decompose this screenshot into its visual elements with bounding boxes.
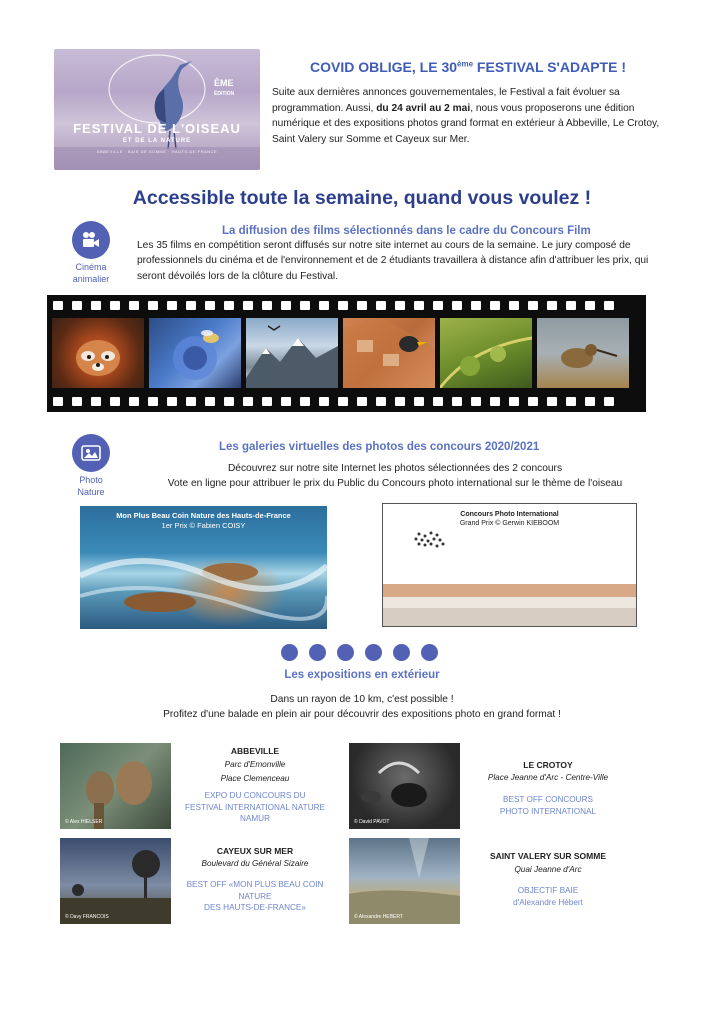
poster-edition: ÈME ÉDITION	[214, 78, 235, 97]
saint-valery-title: SAINT VALERY SUR SOMME	[489, 851, 607, 861]
crotoy-event: BEST OFF CONCOURS PHOTO INTERNATIONAL	[499, 795, 597, 816]
cayeux-photo	[60, 838, 171, 924]
photo-label: Photo Nature	[77, 475, 105, 497]
photo-text-line2: Vote en ligne pour attribuer le prix du Public du Concours photo international sur le thème de l'oiseau	[167, 478, 623, 489]
crotoy-address: Place Jeanne d'Arc - Centre-Ville	[487, 773, 609, 782]
abbeville-title: ABBEVILLE	[230, 746, 280, 756]
poster-subtitle: ET DE LA NATURE	[122, 138, 192, 144]
film-frame-green-branch	[440, 318, 532, 388]
gallery1-prize: 1er Prix © Fabien COISY	[161, 521, 246, 530]
cinema-icon	[72, 221, 110, 259]
dots-separator	[281, 644, 438, 661]
gallery2-prize: Grand Prix © Gerwin KIEBOOM	[459, 520, 560, 527]
cayeux-event: BEST OFF «MON PLUS BEAU COIN NATURE DES HAUTS-DE-FRANCE»	[186, 880, 324, 912]
crotoy-credit: © David PAVOT	[354, 819, 390, 825]
cayeux-credit: © Davy FRANCOIS	[65, 914, 109, 920]
crotoy-title: LE CROTOY	[523, 760, 573, 770]
film-frame-snipe	[537, 318, 629, 388]
gallery2-title: Concours Photo International	[460, 511, 559, 518]
cayeux-address: Boulevard du Général Sizaire	[201, 859, 309, 868]
film-holes-top	[53, 301, 614, 310]
cinema-label: Cinéma animalier	[72, 262, 110, 284]
film-frame-mountains	[246, 318, 338, 388]
abbeville-event: EXPO DU CONCOURS DU FESTIVAL INTERNATIONAL NATURE NAMUR	[185, 791, 325, 823]
saint-valery-address: Quai Jeanne d'Arc	[514, 865, 582, 874]
photo-heading: Les galeries virtuelles des photos des concours 2020/2021	[219, 441, 540, 453]
saint-valery-credit: © Alexandre HEBERT	[354, 914, 403, 920]
gallery-photo-coin-nature	[80, 506, 327, 629]
film-frame-giraffe	[343, 318, 435, 388]
covid-title: COVID OBLIGE, LE 30ème FESTIVAL S'ADAPTE !	[310, 59, 626, 75]
film-frame-bee-flower	[149, 318, 241, 388]
abbeville-address: Parc d'Emonville Place Clemenceau	[220, 760, 290, 783]
covid-text: Suite aux dernières annonces gouvernementales, le Festival a fait évoluer sa programmation. Aussi, du 24 avril au 2 mai, nous vous proposerons une édition numérique et des expositions photos grand format en extérieur à Abbeville, Le Crotoy, Saint Valery sur Somme et Cayeux sur Mer.	[272, 87, 660, 145]
abbeville-credit: © Alex HIELSER	[65, 819, 103, 825]
saint-valery-photo	[349, 838, 460, 924]
poster-places: ABBEVILLE · BAIE DE SOMME · HAUTS-DE-FRANCE	[96, 149, 218, 154]
abbeville-photo	[60, 743, 171, 829]
expositions-heading: Les expositions en extérieur	[284, 669, 440, 681]
film-holes-bottom	[53, 397, 614, 406]
accessible-title: Accessible toute la semaine, quand vous voulez !	[132, 187, 592, 209]
film-frame-red-panda	[52, 318, 144, 388]
gallery1-title: Mon Plus Beau Coin Nature des Hauts-de-France	[116, 511, 291, 520]
film-strip	[47, 295, 646, 412]
expositions-line1: Dans un rayon de 10 km, c'est possible !	[270, 694, 454, 705]
cinema-heading: La diffusion des films sélectionnés dans le cadre du Concours Film	[222, 225, 591, 237]
festival-poster	[54, 49, 260, 170]
cinema-text: Les 35 films en compétition seront diffusés sur notre site internet au cours de la semaine. Le jury composé de professionnels du cinéma et de l'environnement et de 2 étudiants travaillera à distance afin d'attribuer les prix, qui seront dévoilés lors de la clôture du Festival.	[137, 240, 649, 282]
crotoy-photo	[349, 743, 460, 829]
cayeux-title: CAYEUX SUR MER	[216, 846, 294, 856]
gallery-photo-international	[382, 503, 637, 627]
poster-title: FESTIVAL DE L'OISEAU	[73, 121, 241, 136]
photo-text-line1: Découvrez sur notre site Internet les photos sélectionnées des 2 concours	[227, 463, 563, 474]
expositions-line2: Profitez d'une balade en plein air pour découvrir des expositions photo en grand format !	[163, 709, 561, 720]
photo-gallery-icon	[72, 434, 110, 472]
saint-valery-event: OBJECTIF BAIE d'Alexandre Hébert	[513, 886, 583, 907]
